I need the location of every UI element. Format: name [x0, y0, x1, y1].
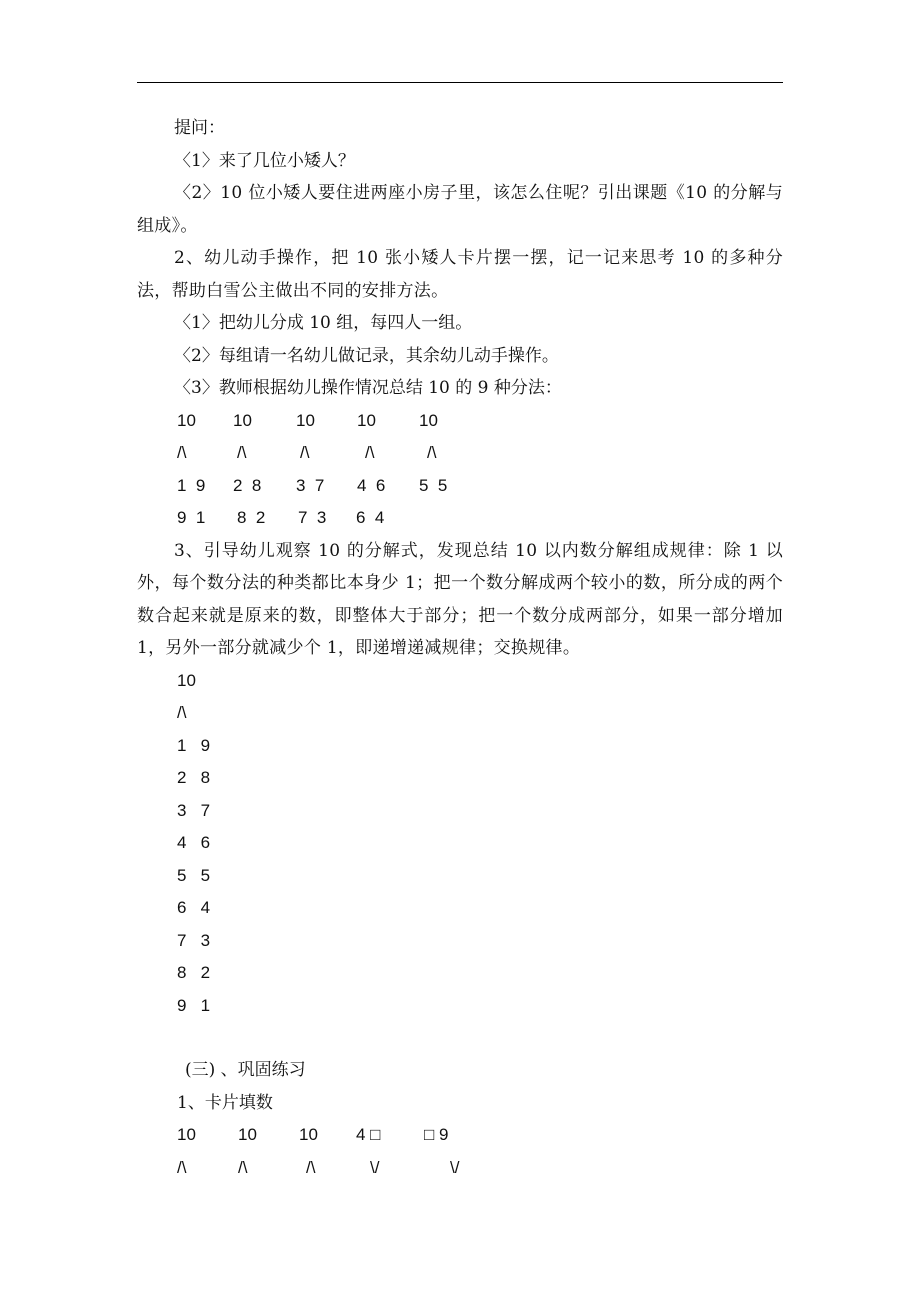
grid2-top: 10	[177, 1125, 196, 1144]
question-2: 〈2〉10 位小矮人要住进两座小房子里，该怎么住呢？引出课题《10 的分解与组成》。	[137, 183, 783, 236]
column-pair-text: 5 5	[177, 865, 211, 885]
split-sign: /\	[177, 443, 187, 462]
section-3-heading: (三) 、巩固练习	[185, 1060, 306, 1080]
grid1-pair: 6 4	[356, 508, 385, 527]
column-pair	[137, 795, 783, 828]
grid1-pair: 8 2	[237, 508, 266, 527]
split-sign: /\	[238, 1157, 248, 1177]
header-rule	[137, 82, 783, 83]
spacer	[137, 1022, 783, 1054]
column-top	[137, 665, 783, 698]
grid1-row-b	[137, 502, 783, 535]
grid1-row-a	[137, 470, 783, 503]
split-sign: /\	[365, 443, 375, 462]
grid2-top: 10	[238, 1125, 257, 1144]
column-pair-text: 8 2	[177, 963, 211, 982]
column-pair-text: 9 1	[177, 995, 211, 1015]
grid1-pair: 5 5	[419, 475, 448, 495]
grid1-top: 10	[233, 410, 252, 430]
grid1-pair: 4 6	[357, 475, 386, 495]
column-pair	[137, 957, 783, 990]
column-pair-text: 6 4	[177, 898, 211, 917]
column-pair	[137, 892, 783, 925]
question-1: 〈1〉来了几位小矮人？	[174, 150, 355, 171]
column-sign-row	[137, 697, 783, 730]
grid1-top-row	[137, 405, 783, 438]
column-pair-text: 7 3	[177, 930, 211, 950]
column-pair	[137, 827, 783, 860]
column-pair	[137, 990, 783, 1023]
step-2-paragraph: 2、幼儿动手操作，把 10 张小矮人卡片摆一摆，记一记来思考 10 的多种分法，帮助白雪公主做出不同的安排方法。	[137, 248, 783, 301]
column-pair-text: 2 8	[177, 768, 211, 787]
column-pair-text: 4 6	[177, 833, 211, 852]
grid2-top: □ 9	[424, 1125, 449, 1144]
column-pair-text: 1 9	[177, 735, 211, 755]
column-pair	[137, 925, 783, 958]
grid1-pair: 7 3	[298, 508, 327, 527]
document-body	[137, 112, 783, 1184]
grid1-sign-row	[137, 437, 783, 470]
grid1-pair: 2 8	[233, 475, 262, 495]
exercise-1-heading: 1、卡片填数	[177, 1092, 273, 1113]
step-2-item: 〈2〉每组请一名幼儿做记录，其余幼儿动手操作。	[174, 345, 559, 366]
column-total: 10	[177, 670, 196, 690]
grid1-pair: 3 7	[296, 475, 325, 495]
step-2-item: 〈3〉教师根据幼儿操作情况总结 10 的 9 种分法：	[174, 378, 562, 398]
step-3-paragraph: 3、引导幼儿观察 10 的分解式，发现总结 10 以内数分解组成规律：除 1 以外，每个数分法的种类都比本身少 1；把一个数分解成两个较小的数，所分成的两个数合起来就是原来的数，即整体大于部分；把一个数分成两部分，如果一部分增加 1，另外一部分就减少个 1，即递增递减规律；交换规律。	[137, 540, 783, 658]
split-sign: /\	[300, 443, 310, 462]
grid1-top: 10	[419, 410, 438, 430]
merge-sign: \/	[370, 1157, 380, 1177]
split-sign: /\	[427, 443, 437, 462]
column-pair	[137, 762, 783, 795]
column-pair-text: 3 7	[177, 800, 211, 820]
column-pair	[137, 860, 783, 893]
question-label: 提问：	[174, 118, 225, 138]
step-2-item: 〈1〉把幼儿分成 10 组，每四人一组。	[174, 313, 473, 333]
grid2-top-row	[137, 1119, 783, 1152]
grid1-top: 10	[357, 410, 376, 430]
grid2-sign-row	[137, 1152, 783, 1185]
split-sign: /\	[237, 443, 247, 462]
split-sign: /\	[177, 1157, 187, 1177]
grid2-top: 10	[299, 1125, 318, 1144]
split-sign: /\	[177, 703, 187, 722]
grid1-top: 10	[177, 410, 196, 430]
merge-sign: \/	[450, 1157, 460, 1177]
column-pair	[137, 730, 783, 763]
grid1-top: 10	[296, 410, 315, 430]
split-sign: /\	[306, 1157, 316, 1177]
grid1-pair: 1 9	[177, 475, 206, 495]
grid1-pair: 9 1	[177, 508, 206, 527]
grid2-top: 4 □	[356, 1125, 381, 1144]
